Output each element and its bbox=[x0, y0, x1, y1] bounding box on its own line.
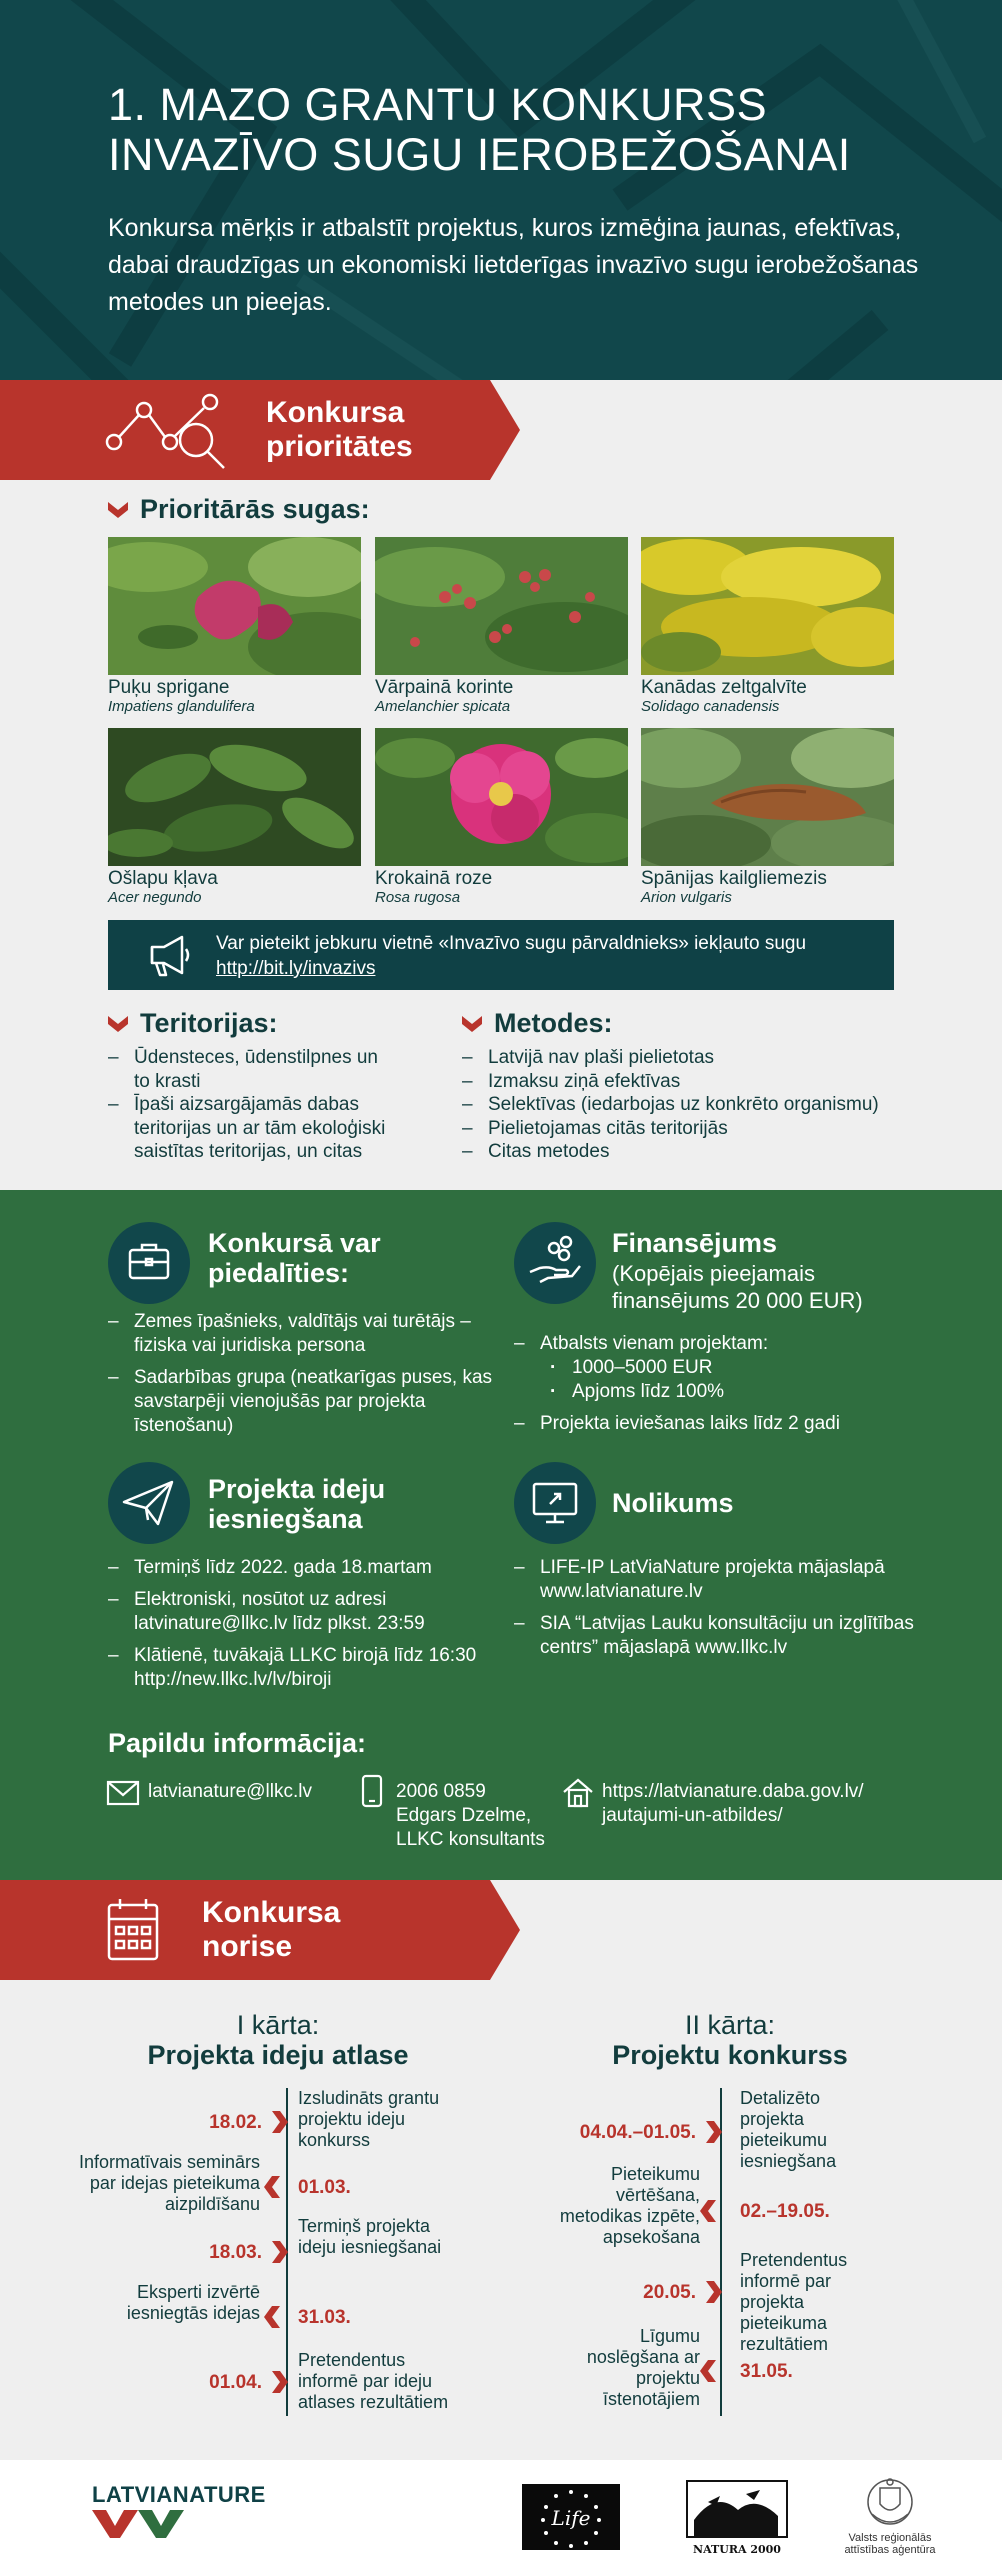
phase-2-label: II kārta: bbox=[684, 2010, 776, 2040]
chevron-down-icon bbox=[108, 502, 128, 518]
logo-mark bbox=[92, 2510, 184, 2538]
megaphone-icon bbox=[142, 933, 192, 977]
contact-email[interactable]: latvianature@llkc.lv bbox=[148, 1781, 312, 1802]
participation-title bbox=[208, 1228, 381, 1288]
phase-1-title bbox=[98, 2010, 458, 2070]
chevron-down-icon bbox=[108, 1016, 128, 1032]
list-sub-item: · Apjoms līdz 100% bbox=[514, 1380, 914, 1404]
event-date: 04.04.–01.05. bbox=[579, 2122, 696, 2143]
chevron-left-icon bbox=[700, 2200, 716, 2222]
funding-title: Finansējums bbox=[612, 1228, 778, 1258]
submission-title-line1: Projekta ideju bbox=[208, 1474, 386, 1504]
impatiens-image bbox=[108, 537, 361, 675]
phone-icon bbox=[360, 1774, 384, 1808]
contact-web-line1: https://latvianature.daba.gov.lv/ bbox=[602, 1781, 864, 1802]
species-photo bbox=[108, 537, 361, 675]
event-date: 01.03. bbox=[298, 2177, 351, 2198]
chevron-right-icon bbox=[272, 2371, 288, 2393]
paper-plane-icon bbox=[108, 1462, 190, 1544]
list-item: – Pielietojamas citās teritorijās bbox=[462, 1117, 922, 1141]
list-item: – LIFE-IP LatViaNature projekta mājaslapā www.latvianature.lv bbox=[514, 1556, 914, 1604]
chevron-down-icon bbox=[462, 1016, 482, 1032]
species-name: Ošlapu kļava bbox=[108, 868, 218, 889]
list-item: – Sadarbības grupa (neatkarīgas puses, kas savstarpēji vienojušās par projekta īstenošanu) bbox=[108, 1366, 498, 1438]
event-text: Līgumu noslēgšana ar projektu īstenotājiem bbox=[586, 2326, 700, 2409]
ribbon-line-2: norise bbox=[202, 1930, 293, 1963]
list-item: – Projekta ieviešanas laiks līdz 2 gadi bbox=[514, 1412, 914, 1436]
contact-web-line2: jautajumi-un-atbildes/ bbox=[602, 1805, 783, 1826]
territories-heading bbox=[108, 1008, 278, 1039]
event-date: 31.03. bbox=[298, 2307, 351, 2328]
species-latin-name: Solidago canadensis bbox=[641, 698, 780, 715]
contact-phone-block bbox=[396, 1780, 545, 1852]
coat-of-arms-icon bbox=[860, 2474, 920, 2530]
list-item: – Izmaksu ziņā efektīvas bbox=[462, 1070, 922, 1094]
phase-1-label: I kārta: bbox=[236, 2010, 320, 2040]
methods-heading-text: Metodes: bbox=[494, 1008, 613, 1038]
rosa-image bbox=[375, 728, 628, 866]
species-notice-banner bbox=[108, 920, 894, 990]
species-latin-name: Acer negundo bbox=[108, 889, 202, 906]
notice-text: Var pieteikt jebkuru vietnē «Invazīvo sugu pārvaldnieks» iekļauto sugu bbox=[216, 933, 807, 954]
event-date: 20.05. bbox=[643, 2282, 696, 2303]
event-text: Pieteikumu vērtēšana, metodikas izpēte, apsekošana bbox=[559, 2164, 700, 2247]
latvianature-logo bbox=[92, 2482, 266, 2538]
species-latin-name: Rosa rugosa bbox=[375, 889, 461, 906]
event-date: 18.03. bbox=[209, 2242, 262, 2263]
acer-image bbox=[108, 728, 361, 866]
ribbon-line-1: Konkursa bbox=[202, 1896, 341, 1929]
life-logo-text: Life bbox=[551, 2506, 591, 2530]
process-ribbon bbox=[0, 1880, 520, 1980]
species-photo bbox=[375, 728, 628, 866]
ribbon-line-2: prioritātes bbox=[266, 430, 413, 463]
species-latin-name: Amelanchier spicata bbox=[375, 698, 511, 715]
submission-title-line2: iesniegšana bbox=[208, 1504, 363, 1534]
contact-phone[interactable]: 2006 0859 bbox=[396, 1781, 486, 1802]
notice-text-block bbox=[216, 931, 806, 981]
territories-list bbox=[108, 1046, 398, 1164]
rules-title: Nolikums bbox=[612, 1488, 734, 1518]
priorities-ribbon-title bbox=[266, 396, 413, 464]
species-name: Krokainā roze bbox=[375, 868, 493, 889]
chevron-left-icon bbox=[700, 2360, 716, 2382]
event-text: Pretendentus informē par ideju atlases rezultātiem bbox=[298, 2350, 449, 2412]
phase-2-subtitle: Projektu konkurss bbox=[612, 2040, 848, 2070]
participation-list bbox=[108, 1310, 498, 1446]
species-latin-name: Impatiens glandulifera bbox=[108, 698, 255, 715]
chevron-right-icon bbox=[272, 2241, 288, 2263]
species-card-impatiens bbox=[108, 537, 361, 716]
list-item: – Atbalsts vienam projektam: bbox=[514, 1332, 914, 1356]
natura-mark bbox=[686, 2480, 788, 2538]
funding-subtitle-line2: finansējums 20 000 EUR) bbox=[612, 1288, 863, 1313]
hero-background-pattern bbox=[0, 0, 1002, 380]
analytics-icon bbox=[100, 380, 240, 480]
briefcase-icon bbox=[108, 1222, 190, 1304]
list-item: – Klātienē, tuvākajā LLKC birojā līdz 16:30 http://new.llkc.lv/lv/biroji bbox=[108, 1644, 498, 1692]
list-item: – SIA “Latvijas Lauku konsultāciju un izglītības centrs” mājaslapā www.llkc.lv bbox=[514, 1612, 914, 1660]
funding-subtitle-line1: (Kopējais pieejamais bbox=[612, 1261, 815, 1286]
submission-list bbox=[108, 1556, 498, 1700]
ribbon-line-1: Konkursa bbox=[266, 396, 405, 429]
event-date: 02.–19.05. bbox=[740, 2201, 830, 2222]
ribbon-shape bbox=[0, 380, 520, 480]
list-item: – Termiņš līdz 2022. gada 18.martam bbox=[108, 1556, 498, 1580]
phase-1-subtitle: Projekta ideju atlase bbox=[147, 2040, 409, 2070]
funding-list bbox=[514, 1332, 914, 1444]
hero-header bbox=[0, 0, 1002, 380]
page-title bbox=[108, 80, 968, 180]
event-date: 31.05. bbox=[740, 2361, 793, 2382]
priorities-ribbon bbox=[0, 380, 520, 480]
chevron-left-icon bbox=[264, 2306, 280, 2328]
chevron-right-icon bbox=[272, 2111, 288, 2133]
submission-title bbox=[208, 1474, 385, 1534]
chevron-left-icon bbox=[264, 2176, 280, 2198]
amelanchier-image bbox=[375, 537, 628, 675]
species-name: Kanādas zeltgalvīte bbox=[641, 677, 807, 698]
event-text: Detalizēto projekta pieteikumu iesniegšana bbox=[740, 2088, 837, 2171]
methods-list bbox=[462, 1046, 922, 1164]
calendar-icon bbox=[106, 1897, 160, 1963]
title-line-2: INVAZĪVO SUGU IEROBEŽOŠANAI bbox=[108, 129, 851, 180]
event-text: Termiņš projekta ideju iesniegšanai bbox=[298, 2216, 442, 2257]
contact-person: Edgars Dzelme, bbox=[396, 1805, 532, 1826]
list-sub-item: · 1000–5000 EUR bbox=[514, 1356, 914, 1380]
species-photo bbox=[641, 728, 894, 866]
info-section bbox=[0, 1190, 1002, 1880]
contacts-heading: Papildu informācija: bbox=[108, 1728, 367, 1758]
agency-line1: Valsts reģionālās bbox=[848, 2532, 932, 2544]
arion-image bbox=[641, 728, 894, 866]
footer bbox=[0, 2460, 1002, 2560]
rules-list bbox=[514, 1556, 914, 1668]
solidago-image bbox=[641, 537, 894, 675]
species-name: Spānijas kailgliemezis bbox=[641, 868, 827, 889]
participation-title-line1: Konkursā var bbox=[208, 1228, 381, 1258]
species-card-arion bbox=[641, 728, 894, 907]
species-photo bbox=[641, 537, 894, 675]
mail-icon bbox=[106, 1780, 140, 1806]
species-latin-name: Arion vulgaris bbox=[641, 889, 732, 906]
event-text: Pretendentus informē par projekta pieteikuma rezultātiem bbox=[740, 2250, 848, 2354]
event-date: 18.02. bbox=[209, 2112, 262, 2133]
chevron-right-icon bbox=[706, 2121, 722, 2143]
monitor-icon bbox=[514, 1462, 596, 1544]
agency-line2: attīstības aģentūra bbox=[844, 2544, 936, 2556]
list-item: – Citas metodes bbox=[462, 1140, 922, 1164]
funding-icon bbox=[514, 1222, 596, 1304]
species-heading bbox=[108, 494, 370, 525]
species-photo bbox=[108, 728, 361, 866]
natura2000-logo bbox=[686, 2480, 788, 2554]
list-item: – Zemes īpašnieks, valdītājs vai turētājs – fiziska vai juridiska persona bbox=[108, 1310, 498, 1358]
species-photo bbox=[375, 537, 628, 675]
logo-text: LATVIANATURE bbox=[92, 2482, 266, 2507]
participation-title-line2: piedalīties: bbox=[208, 1258, 350, 1288]
territories-heading-text: Teritorijas: bbox=[140, 1008, 278, 1038]
title-line-1: 1. MAZO GRANTU KONKURSS bbox=[108, 79, 768, 130]
species-card-rosa bbox=[375, 728, 628, 907]
intro-text: Konkursa mērķis ir atbalstīt projektus, kuros izmēģina jaunas, efektīvas, dabai draudzīgas un ekonomiski lietderīgas invazīvo sugu ierobežošanas metodes un pieejas. bbox=[108, 214, 919, 316]
list-item: – Elektroniski, nosūtot uz adresi latvinature@llkc.lv līdz plkst. 23:59 bbox=[108, 1588, 498, 1636]
list-item: – Ūdensteces, ūdenstilpnes un to krasti bbox=[108, 1046, 398, 1093]
species-card-acer bbox=[108, 728, 361, 907]
event-date: 01.04. bbox=[209, 2372, 262, 2393]
species-heading-text: Prioritārās sugas: bbox=[140, 494, 370, 524]
species-name: Puķu sprigane bbox=[108, 677, 230, 698]
list-item: – Īpaši aizsargājamās dabas teritorijas un ar tām ekoloģiski saistītas teritorijas, un citas bbox=[108, 1093, 398, 1164]
list-item: – Selektīvas (iedarbojas uz konkrēto organismu) bbox=[462, 1093, 922, 1117]
event-text: Izsludināts grantu projektu ideju konkurss bbox=[298, 2088, 440, 2150]
agency-logo-text bbox=[835, 2532, 945, 2556]
phase-2-title bbox=[560, 2010, 900, 2070]
event-text: Eksperti izvērtē iesniegtās idejas bbox=[126, 2282, 260, 2323]
funding-subtitle bbox=[612, 1260, 863, 1314]
contact-web-block[interactable] bbox=[602, 1780, 864, 1828]
event-text: Informatīvais seminārs par idejas pieteikuma aizpildīšanu bbox=[78, 2152, 260, 2214]
life-logo bbox=[522, 2484, 620, 2550]
natura-logo-text: NATURA 2000 bbox=[693, 2543, 781, 2556]
process-ribbon-title bbox=[202, 1896, 340, 1964]
species-card-amelanchier bbox=[375, 537, 628, 716]
species-name: Vārpainā korinte bbox=[375, 677, 514, 698]
contact-role: LLKC konsultants bbox=[396, 1829, 545, 1850]
chevron-right-icon bbox=[706, 2281, 722, 2303]
methods-heading bbox=[462, 1008, 613, 1039]
list-item: – Latvijā nav plaši pielietotas bbox=[462, 1046, 922, 1070]
home-icon bbox=[562, 1778, 594, 1808]
invasive-species-link[interactable]: http://bit.ly/invazivs bbox=[216, 958, 376, 979]
species-card-solidago bbox=[641, 537, 894, 716]
